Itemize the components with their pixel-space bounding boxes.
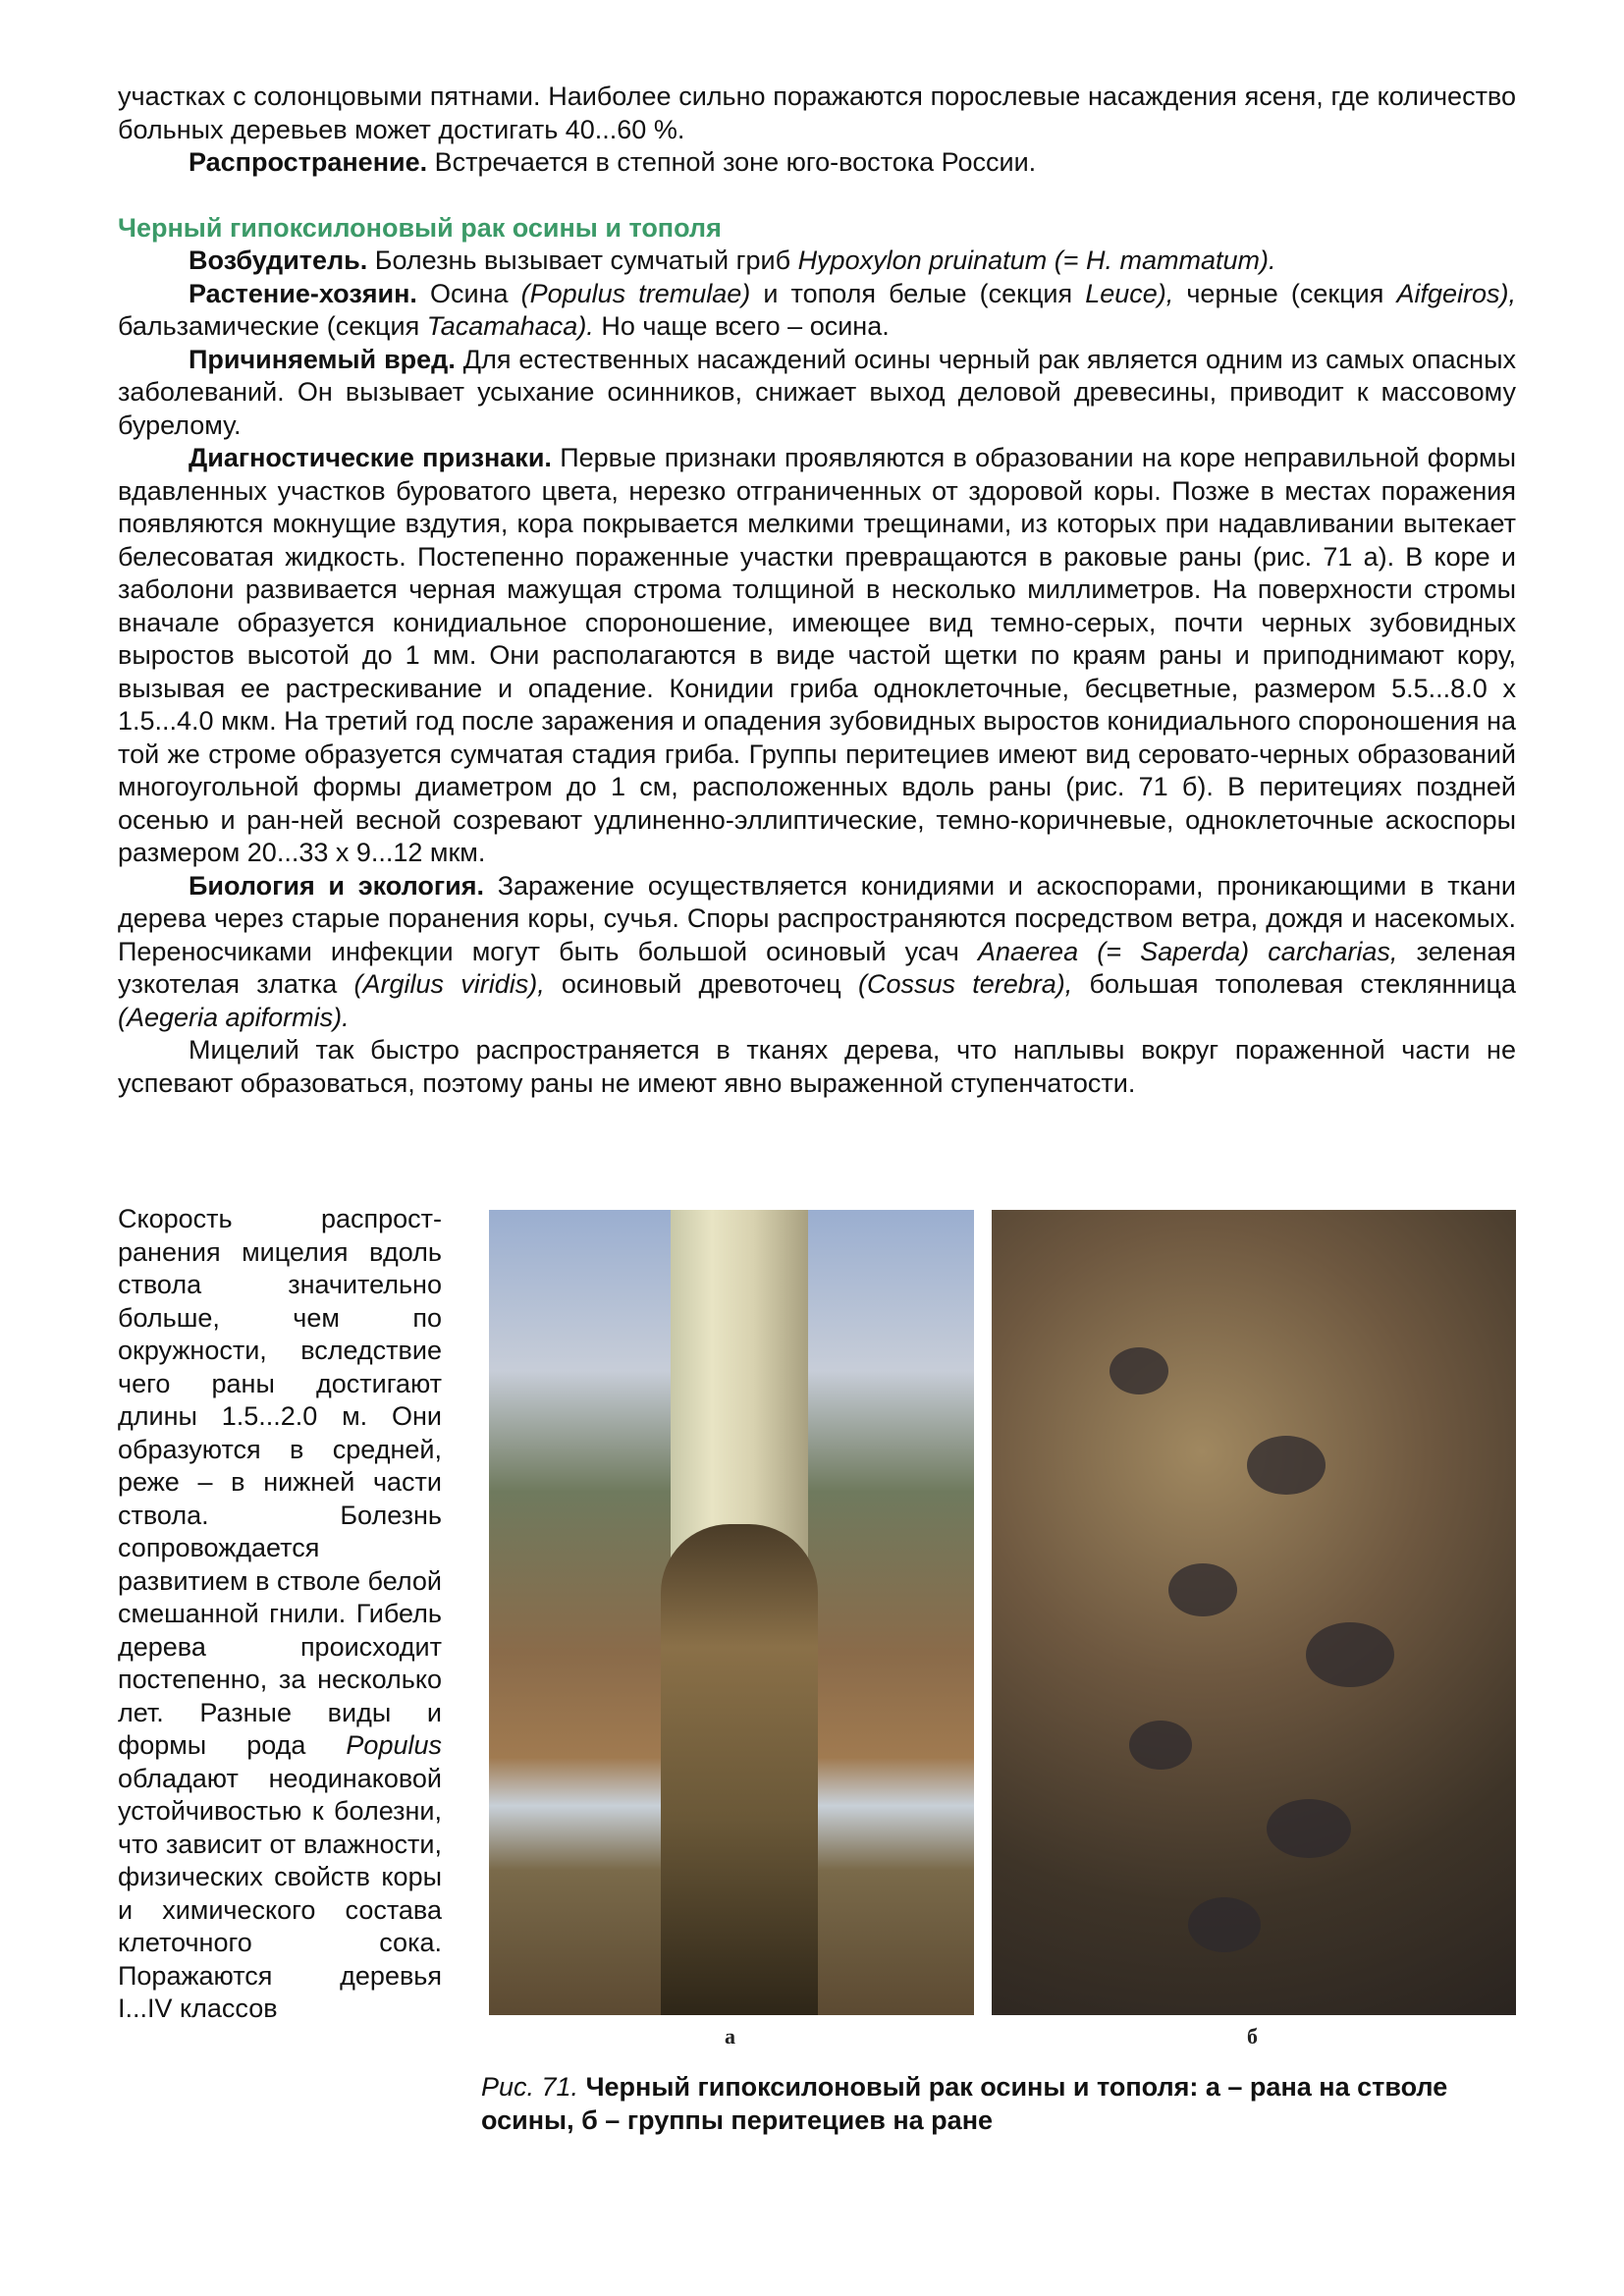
photo-perithecia-groups bbox=[992, 1210, 1516, 2015]
diag-label: Диагностические признаки. bbox=[189, 443, 552, 472]
harm-text: Для естественных насаждений осины черный рак является одним из самых опасных заболеваний. Он вызывает усыхание осинников, снижает выход деловой древесины, приводит к массовому бурелому. bbox=[118, 344, 1516, 440]
host-latin: Aifgeiros), bbox=[1396, 278, 1516, 308]
side-latin: Populus bbox=[346, 1730, 442, 1760]
bio-latin: Anaerea (= Saperda) carcharias, bbox=[978, 936, 1398, 966]
harm-label: Причиняемый вред. bbox=[189, 344, 456, 374]
harm-paragraph bbox=[118, 344, 1516, 443]
host-latin: (Populus tremulae) bbox=[520, 278, 751, 308]
perithecium-group bbox=[1129, 1721, 1192, 1770]
perithecium-group bbox=[1267, 1799, 1351, 1858]
bio-latin: (Aegeria apiformis). bbox=[118, 1002, 350, 1032]
spread-paragraph bbox=[118, 146, 1516, 180]
figure-photos bbox=[481, 1210, 1516, 2050]
caption-number: Рис. 71. bbox=[481, 2072, 579, 2102]
host-text: и тополя белые (секция bbox=[750, 278, 1086, 308]
agent-text: Болезнь вызывает сумчатый гриб bbox=[367, 246, 798, 275]
bio-text: большая тополевая стеклянница bbox=[1072, 969, 1516, 999]
bio-text: осиновый древоточец bbox=[544, 969, 858, 999]
section-title: Черный гипоксилоновый рак осины и тополя bbox=[118, 212, 722, 243]
agent-latin: Hypoxylon pruinatum (= H. mammatum). bbox=[797, 246, 1276, 275]
bio-text: Заражение осуществляется конидиями и аскоспорами, проникающими в ткани дерева через старые поранения коры, сучья. Споры распространяются посредством ветра, дождя и насекомых. Переносчиками инфекции могут быть большой осиновый усач bbox=[118, 870, 1516, 966]
page-content bbox=[118, 81, 1517, 2135]
host-latin: Tacamahaca). bbox=[426, 311, 594, 341]
bio-paragraph bbox=[118, 870, 1516, 1035]
side-column-text bbox=[118, 1203, 442, 2026]
host-label: Растение-хозяин. bbox=[189, 278, 417, 308]
intro-paragraph: участках с солонцовыми пятнами. Наиболее сильно поражаются порослевые насаждения ясеня, где количество больных деревьев может достигать 40...60 %. bbox=[118, 82, 1516, 144]
agent-label: Возбудитель. bbox=[189, 246, 368, 275]
host-text: черные (секция bbox=[1173, 278, 1397, 308]
photo-aspen-wound bbox=[489, 1210, 974, 2015]
photo-label-a: а bbox=[725, 2024, 735, 2049]
canker-wound bbox=[661, 1524, 818, 2015]
host-paragraph bbox=[118, 278, 1516, 344]
diag-paragraph bbox=[118, 442, 1516, 870]
mycelium-paragraph: Мицелий так быстро распространяется в тканях дерева, что наплывы вокруг пораженной части не успевают образоваться, поэтому раны не имеют явно выраженной ступенчатости. bbox=[118, 1035, 1516, 1098]
perithecium-group bbox=[1188, 1897, 1261, 1952]
bio-latin: (Cossus terebra), bbox=[858, 969, 1073, 999]
diag-text: Первые признаки проявляются в образовании на коре неправильной формы вдавленных участков буроватого цвета, нерезко отграниченных от здоровой коры. Позже в местах поражения появляются мокнущие вздутия, кора покрывается мелкими трещинами, из которых при надавливании вытекает белесоватая жидкость. Постепенно пораженные участки превращаются в раковые раны (рис. 71 а). В коре и заболони развивается черная мажущая строма толщиной в несколько миллиметров. На поверхности стромы вначале образуется конидиальное спороношение, имеющее вид темно-серых, почти черных зубовидных выростов высотой до 1 мм. Они располагаются в виде частой щетки по краям раны и приподнимают кору, вызывая ее растрескивание и опадение. Конидии гриба одноклеточные, бесцветные, размером 5.5...8.0 x 1.5...4.0 мкм. На третий год после заражения и опадения зубовидных выростов конидиального спороношения на той же строме образуется сумчатая стадия гриба. Группы перитециев имеют вид серовато-черных образований многоугольной формы диаметром до 1 см, расположенных вдоль раны (рис. 71 б). В перитециях поздней осенью и ран-ней весной созревают удлиненно-эллиптические, темно-коричневые, одноклеточные аскоспоры размером 20...33 x 9...12 мкм. bbox=[118, 443, 1516, 867]
bio-latin: (Argilus viridis), bbox=[353, 969, 545, 999]
perithecium-group bbox=[1168, 1563, 1237, 1616]
perithecium-group bbox=[1110, 1347, 1168, 1394]
side-text: Скорость распрост-ранения мицелия вдоль ствола значительно больше, чем по окружности, вследствие чего раны достигают длины 1.5...2.0 м. Они образуются в средней, реже – в нижней части ствола. Болезнь сопровождается развитием в стволе белой смешанной гнили. Гибель дерева происходит постепенно, за несколько лет. Разные виды и формы рода bbox=[118, 1204, 442, 1760]
figure-caption bbox=[481, 2071, 1516, 2137]
host-text: бальзамические (секция bbox=[118, 311, 427, 341]
spread-label: Распространение. bbox=[189, 147, 428, 177]
side-text: обладают неодинаковой устойчивостью к болезни, что зависит от влажности, физических свойств коры и химического состава клеточного сока. Поражаются деревья I...IV классов bbox=[118, 1763, 442, 2023]
host-text: Осина bbox=[416, 278, 521, 308]
agent-paragraph bbox=[118, 245, 1516, 278]
photo-label-b: б bbox=[1247, 2024, 1258, 2049]
host-text: Но чаще всего – осина. bbox=[593, 311, 890, 341]
caption-text: Черный гипоксилоновый рак осины и тополя: а – рана на стволе осины, б – группы перитециев на ране bbox=[481, 2072, 1448, 2135]
figure-71 bbox=[481, 1210, 1516, 2137]
host-latin: Leuce), bbox=[1085, 278, 1174, 308]
perithecium-group bbox=[1306, 1622, 1394, 1687]
perithecium-group bbox=[1247, 1436, 1326, 1495]
spread-text: Встречается в степной зоне юго-востока России. bbox=[427, 147, 1037, 177]
bio-text: зеленая узкотелая златка bbox=[118, 936, 1517, 999]
bio-label: Биология и экология. bbox=[189, 870, 485, 901]
